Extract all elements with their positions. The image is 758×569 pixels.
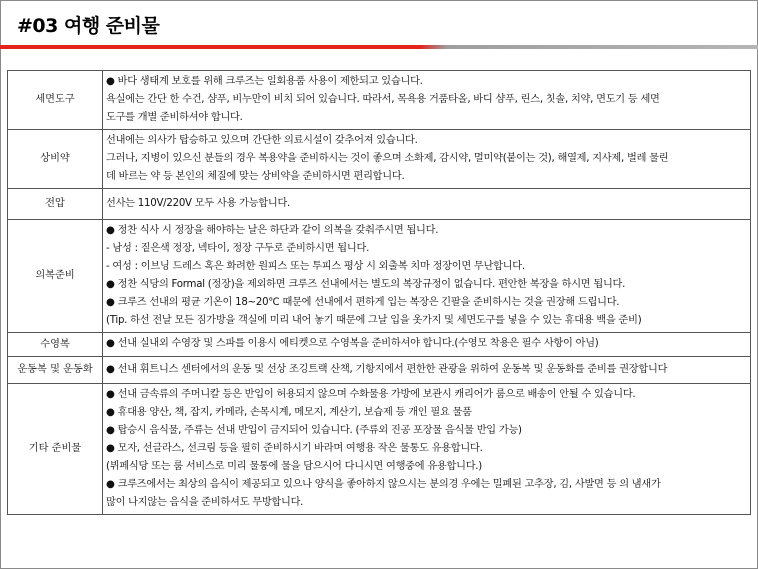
row-content [103, 220, 751, 333]
content-line: 선내에는 의사가 탑승하고 있으며 간단한 의료시설이 갖추어져 있습니다. [106, 135, 418, 146]
row-label: 운동복 및 운동화 [8, 357, 103, 384]
table-row [8, 220, 751, 333]
content-line: ● 휴대용 양산, 책, 잡지, 카메라, 손목시계, 메모지, 계산기, 보습제 등 개인 필요 물품 [106, 407, 472, 418]
content-line: 도구를 개별 준비하셔야 합니다. [106, 112, 243, 123]
content-line: ● 모자, 선글라스, 선크림 등을 필히 준비하시기 바라며 여행용 작은 물통도 유용합니다. [106, 443, 483, 454]
content-line: 많이 나지않는 음식을 준비하셔도 무방합니다. [106, 497, 304, 508]
content-line: ● 선내 휘트니스 센터에서의 운동 및 선상 조깅트랙 산책, 기항지에서 편한한 관광을 위하여 운동복 및 운동화를 준비를 권장합니다 [106, 364, 668, 375]
row-label: 의복준비 [8, 220, 103, 333]
row-content [103, 71, 751, 130]
table-row [8, 333, 751, 357]
content-line: ● 크루즈에서는 최상의 음식이 제공되고 있으나 양식을 좋아하지 않으시는 분의경 우에는 밀폐된 고추장, 김, 사발면 등 의 냄새가 [106, 479, 661, 490]
content-line: - 남성 : 짙은색 정장, 넥타이, 정장 구두로 준비하시면 됩니다. [106, 243, 370, 254]
table-row [8, 71, 751, 130]
row-content [103, 189, 751, 220]
content-line: 욕실에는 간단 한 수건, 샴푸, 비누만이 비치 되어 있습니다. 따라서, 목욕용 거품타올, 바디 샴푸, 린스, 칫솔, 치약, 면도기 등 세면 [106, 94, 660, 105]
content-line: - 여성 : 이브닝 드레스 혹은 화려한 원피스 또는 투피스 평상 시 외출복 치마 정장이면 무난합니다. [106, 261, 525, 272]
row-label: 수영복 [8, 333, 103, 357]
row-content [103, 130, 751, 189]
content-line: 선사는 110V/220V 모두 사용 가능합니다. [106, 198, 291, 209]
content-line: (뷔페식당 또는 룸 서비스로 미리 물통에 물을 담으시어 다니시면 여행중에 유용합니다.) [106, 461, 483, 472]
content-line: 데 바르는 약 등 본인의 체질에 맞는 상비약을 준비하시면 편리합니다. [106, 171, 405, 182]
row-label: 세면도구 [8, 71, 103, 130]
table-row [8, 189, 751, 220]
table-row [8, 384, 751, 515]
table-row [8, 130, 751, 189]
content-line: ● 정찬 식사 시 정장을 해야하는 날은 하단과 같이 의복을 갖춰주시면 됩니다. [106, 225, 439, 236]
row-content [103, 357, 751, 384]
content-line: ● 선내 금속류의 주머니칼 등은 반입이 허용되지 않으며 수화물용 가방에 보관시 캐리어가 룸으로 배송이 안될 수 있습니다. [106, 389, 636, 400]
content-line: 그러나, 지병이 있으신 분들의 경우 복용약을 준비하시는 것이 좋으며 소화제, 감시약, 멀미약(붙이는 것), 해열제, 지사제, 벌레 물린 [106, 153, 669, 164]
content-line: ● 바다 생태계 보호를 위해 크루즈는 일회용품 사용이 제한되고 있습니다. [106, 76, 423, 87]
row-label: 상비약 [8, 130, 103, 189]
preparation-table [7, 70, 751, 515]
content-line: ● 탑승시 음식물, 주류는 선내 반입이 금지되어 있습니다. (주류외 진공 포장물 음식물 반입 가능) [106, 425, 522, 436]
table-row [8, 357, 751, 384]
page-title: #03 여행 준비물 [17, 15, 160, 37]
row-content [103, 333, 751, 357]
content-line: ● 정찬 식당의 Formal (정장)을 제외하면 크루즈 선내에서는 별도의 복장규정이 없습니다. 편안한 복장을 하시면 됩니다. [106, 279, 626, 290]
title-underline-rule [420, 45, 758, 49]
row-label: 전압 [8, 189, 103, 220]
content-line: ● 크루즈 선내의 평균 기온이 18~20℃ 때문에 선내에서 편하게 입는 복장은 긴팔을 준비하시는 것을 권장해 드립니다. [106, 297, 620, 308]
content-line: ● 선내 실내외 수영장 및 스파를 이용시 에티켓으로 수영복을 준비하셔야 합니다.(수영모 착용은 필수 사항이 아님) [106, 338, 599, 349]
content-line: (Tip. 하선 전날 모든 짐가방을 객실에 미리 내어 놓기 때문에 그날 입을 옷가지 및 세면도구를 넣을 수 있는 휴대용 백을 준비) [106, 315, 642, 326]
row-content [103, 384, 751, 515]
row-label: 기타 준비물 [8, 384, 103, 515]
title-underline-accent [0, 45, 420, 49]
